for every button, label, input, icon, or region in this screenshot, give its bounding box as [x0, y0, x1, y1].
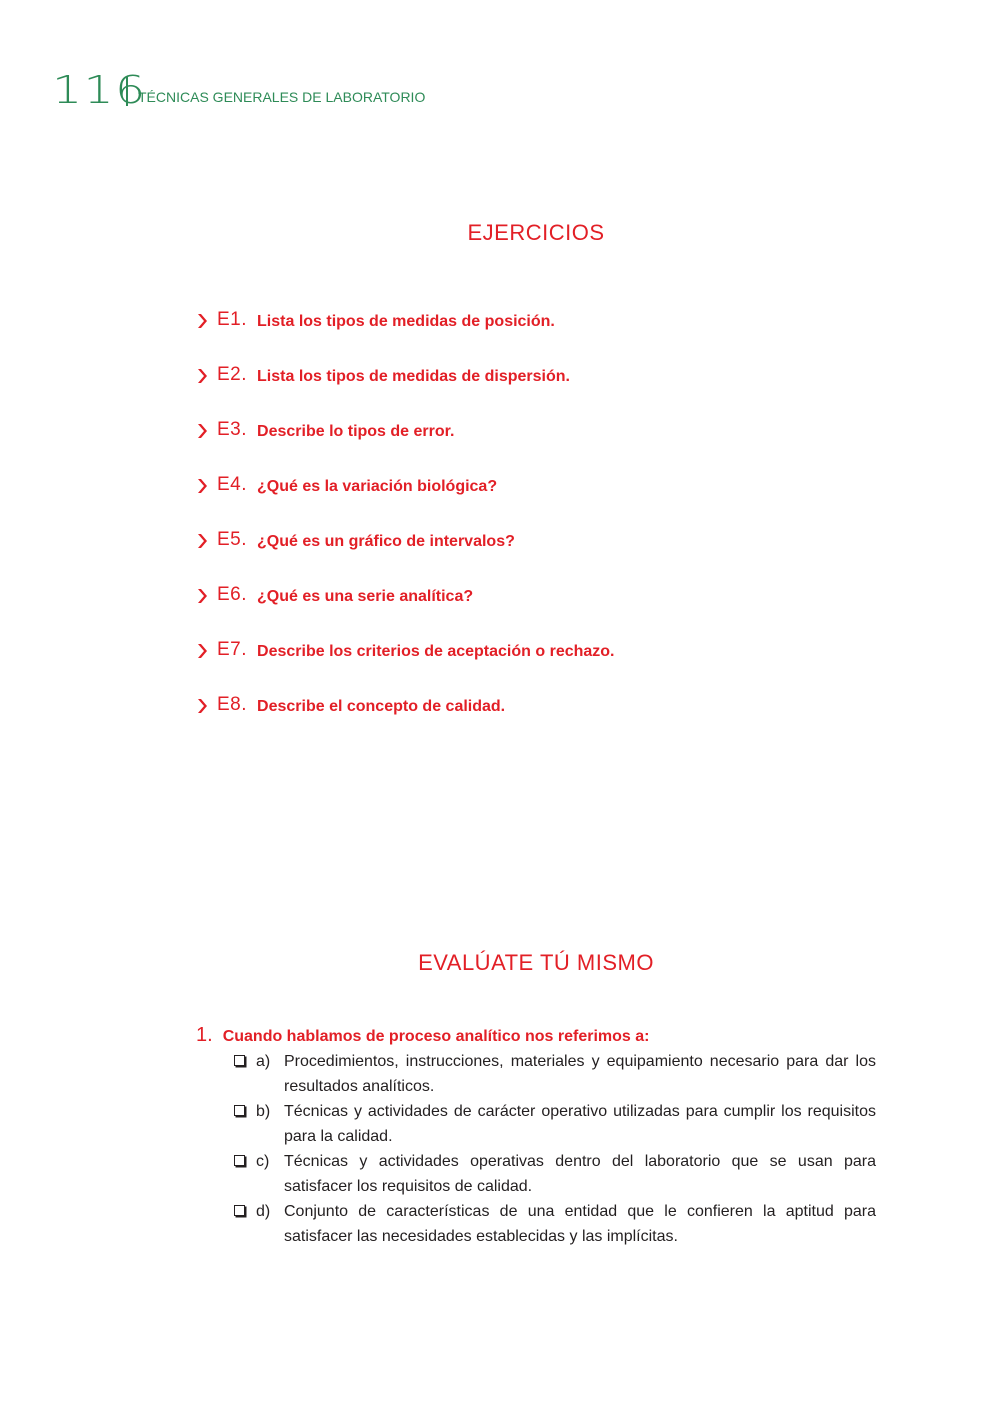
exercise-item [196, 583, 896, 638]
exercise-code: E5. [217, 529, 248, 550]
quiz-question [196, 1024, 876, 1249]
checkbox-icon[interactable] [234, 1105, 245, 1116]
option-text: Conjunto de características de una entidad que le confieren la aptitud para satisfacer las necesidades establecidas y las implícitas. [284, 1203, 876, 1245]
option-text: Técnicas y actividades operativas dentro del laboratorio que se usan para satisfacer los requisitos de calidad. [284, 1153, 876, 1195]
option-text: Procedimientos, instrucciones, materiales y equipamiento necesario para dar los resultados analíticos. [284, 1053, 876, 1095]
option-text: Técnicas y actividades de carácter operativo utilizadas para cumplir los requisitos para la calidad. [284, 1103, 876, 1145]
exercise-item [196, 693, 896, 748]
exercise-item [196, 638, 896, 693]
chevron-right-icon [196, 641, 208, 661]
option-letter: c) [256, 1153, 270, 1170]
exercise-text: Describe los criterios de aceptación o rechazo. [257, 643, 615, 660]
exercises-heading: EJERCICIOS [467, 220, 605, 245]
option-letter: b) [256, 1103, 271, 1120]
option-letter: d) [256, 1203, 271, 1220]
self-evaluation-heading: EVALÚATE TÚ MISMO [418, 950, 654, 975]
chevron-right-icon [196, 311, 208, 331]
exercise-text: ¿Qué es la variación biológica? [257, 478, 498, 495]
chevron-right-icon [196, 586, 208, 606]
question-text: Cuando hablamos de proceso analítico nos referimos a: [222, 1028, 650, 1045]
answer-option [234, 1199, 876, 1249]
exercise-item [196, 363, 896, 418]
exercise-item [196, 473, 896, 528]
exercise-text: Lista los tipos de medidas de posición. [257, 313, 555, 330]
exercise-code: E2. [217, 364, 248, 385]
exercise-code: E3. [217, 419, 248, 440]
checkbox-icon[interactable] [234, 1205, 245, 1216]
exercise-text: Describe lo tipos de error. [257, 423, 455, 440]
page-header [52, 68, 426, 112]
answer-option [234, 1049, 876, 1099]
chevron-right-icon [196, 531, 208, 551]
exercise-code: E1. [217, 309, 248, 330]
exercise-code: E8. [217, 694, 248, 715]
exercise-code: E7. [217, 639, 248, 660]
answer-options [234, 1049, 876, 1249]
exercise-code: E6. [217, 584, 248, 605]
exercise-text: ¿Qué es una serie analítica? [257, 588, 474, 605]
chevron-right-icon [196, 476, 208, 496]
answer-option [234, 1099, 876, 1149]
page-number: 116 [52, 68, 147, 112]
exercise-item [196, 308, 896, 363]
running-header-title: TÉCNICAS GENERALES DE LABORATORIO [138, 89, 426, 105]
checkbox-icon[interactable] [234, 1055, 245, 1066]
exercise-text: Describe el concepto de calidad. [257, 698, 506, 715]
question-header [196, 1024, 876, 1047]
exercise-item [196, 418, 896, 473]
checkbox-icon[interactable] [234, 1155, 245, 1166]
exercise-item [196, 528, 896, 583]
answer-option [234, 1149, 876, 1199]
chevron-right-icon [196, 366, 208, 386]
exercise-list [196, 308, 896, 748]
exercise-text: Lista los tipos de medidas de dispersión. [257, 368, 570, 385]
chevron-right-icon [196, 421, 208, 441]
exercise-code: E4. [217, 474, 248, 495]
question-number: 1. [196, 1024, 213, 1046]
chevron-right-icon [196, 696, 208, 716]
exercise-text: ¿Qué es un gráfico de intervalos? [257, 533, 515, 550]
option-letter: a) [256, 1053, 271, 1070]
